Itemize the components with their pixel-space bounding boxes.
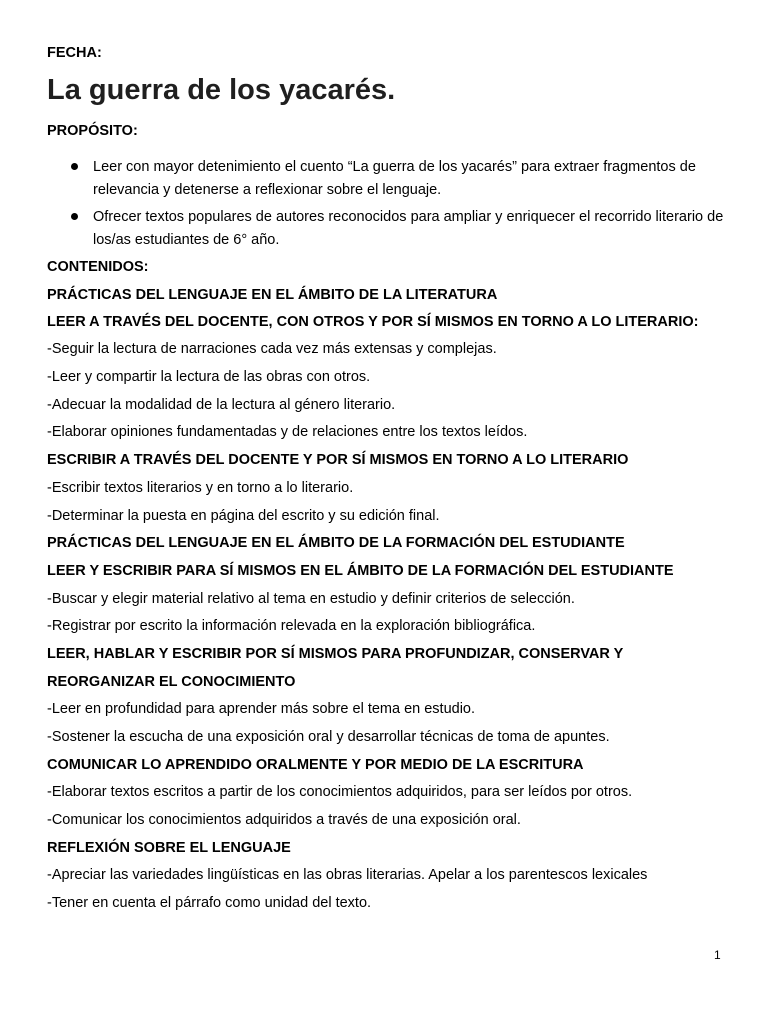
content-item: -Sostener la escucha de una exposición oral y desarrollar técnicas de toma de apuntes. — [47, 729, 610, 745]
content-item: -Escribir textos literarios y en torno a lo literario. — [47, 479, 354, 496]
bullet-icon — [71, 213, 78, 220]
section-heading: REFLEXIÓN SOBRE EL LENGUAJE — [47, 839, 291, 856]
fecha-label: FECHA: — [47, 45, 102, 61]
proposito-label: PROPÓSITO: — [47, 123, 138, 139]
page-number: 1 — [714, 948, 721, 962]
content-item: -Tener en cuenta el párrafo como unidad del texto. — [47, 895, 372, 912]
section-heading: LEER Y ESCRIBIR PARA SÍ MISMOS EN EL ÁMBITO DE LA FORMACIÓN DEL ESTUDIANTE — [47, 562, 674, 579]
proposito-list — [47, 156, 727, 256]
section-heading: ESCRIBIR A TRAVÉS DEL DOCENTE Y POR SÍ MISMOS EN TORNO A LO LITERARIO — [47, 452, 629, 469]
proposito-item — [47, 206, 727, 251]
content-item: -Determinar la puesta en página del escrito y su edición final. — [47, 507, 440, 524]
proposito-item-text: Leer con mayor detenimiento el cuento “La guerra de los yacarés” para extraer fragmentos de relevancia y detenerse a reflexionar sobre el lenguaje. — [93, 159, 696, 198]
content-item: -Buscar y elegir material relativo al tema en estudio y definir criterios de selección. — [47, 590, 575, 607]
content-item: -Elaborar opiniones fundamentadas y de relaciones entre los textos leídos. — [47, 424, 528, 441]
section-heading: LEER, HABLAR Y ESCRIBIR POR SÍ MISMOS PARA PROFUNDIZAR, CONSERVAR Y — [47, 645, 624, 662]
content-item: -Leer y compartir la lectura de las obras con otros. — [47, 369, 371, 386]
contenidos-section — [47, 258, 737, 922]
section-heading: CONTENIDOS: — [47, 259, 149, 275]
content-item: -Leer en profundidad para aprender más sobre el tema en estudio. — [47, 701, 476, 718]
section-heading: PRÁCTICAS DEL LENGUAJE EN EL ÁMBITO DE LA LITERATURA — [47, 286, 498, 303]
section-heading: REORGANIZAR EL CONOCIMIENTO — [47, 673, 296, 690]
section-heading: PRÁCTICAS DEL LENGUAJE EN EL ÁMBITO DE LA FORMACIÓN DEL ESTUDIANTE — [47, 535, 625, 552]
content-item: -Comunicar los conocimientos adquiridos a través de una exposición oral. — [47, 812, 521, 829]
content-item: -Registrar por escrito la información relevada en la exploración bibliográfica. — [47, 618, 536, 635]
section-heading: LEER A TRAVÉS DEL DOCENTE, CON OTROS Y POR SÍ MISMOS EN TORNO A LO LITERARIO: — [47, 314, 699, 331]
content-item: -Apreciar las variedades lingüísticas en las obras literarias. Apelar a los parentescos lexicales — [47, 867, 648, 884]
page-title: La guerra de los yacarés. — [47, 74, 396, 106]
content-item: -Seguir la lectura de narraciones cada vez más extensas y complejas. — [47, 341, 497, 358]
content-item: -Elaborar textos escritos a partir de los conocimientos adquiridos, para ser leídos por otros. — [47, 784, 633, 801]
section-heading: COMUNICAR LO APRENDIDO ORALMENTE Y POR MEDIO DE LA ESCRITURA — [47, 756, 584, 773]
content-item: -Adecuar la modalidad de la lectura al género literario. — [47, 396, 396, 413]
proposito-item-text: Ofrecer textos populares de autores reconocidos para ampliar y enriquecer el recorrido literario de los/as estudiantes de 6° año. — [93, 209, 724, 248]
proposito-item — [47, 156, 727, 201]
bullet-icon — [71, 163, 78, 170]
